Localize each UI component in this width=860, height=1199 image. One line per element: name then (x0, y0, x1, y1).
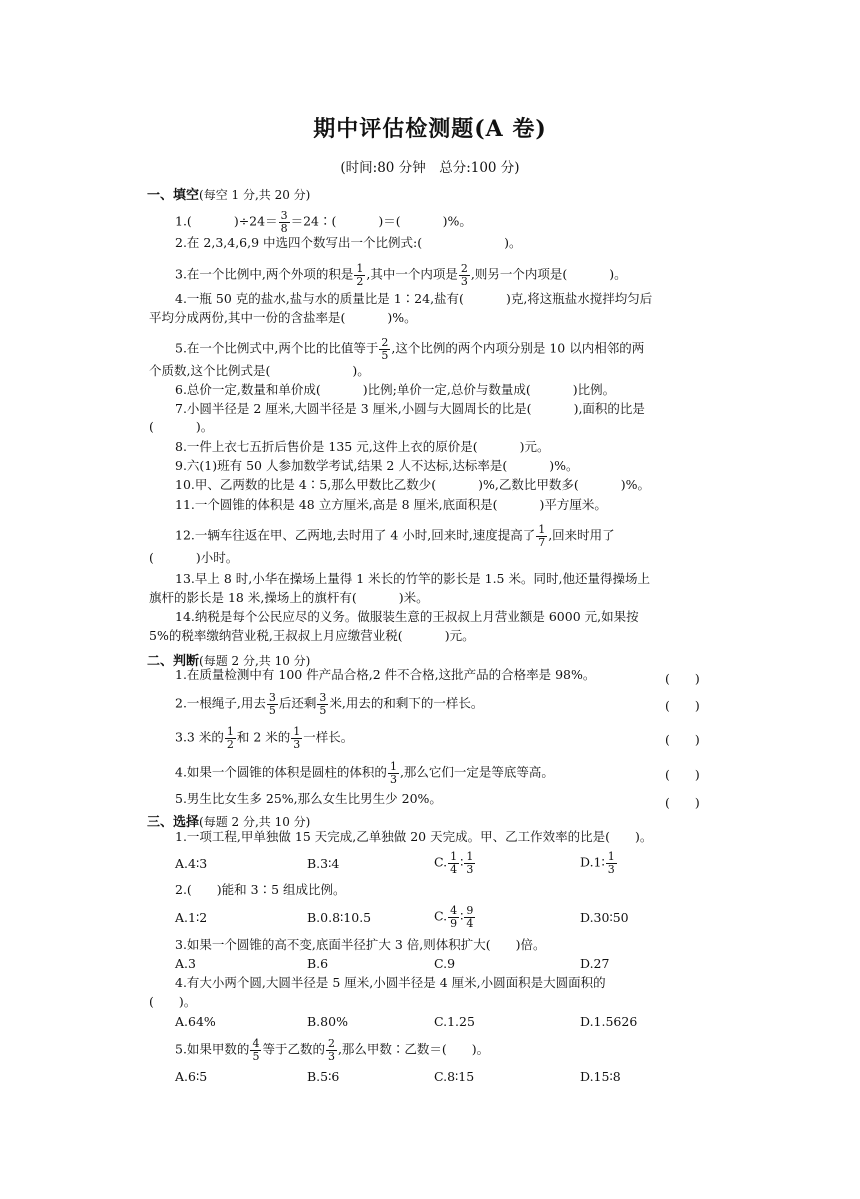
question-fill-9: 9.六(1)班有 50 人参加数学考试,结果 2 人不达标,达标率是( )%。 (175, 458, 579, 473)
section-fill-in-heading (147, 184, 310, 203)
option-d: D.27 (580, 956, 610, 971)
option-a: A.1∶2 (175, 910, 208, 925)
question-judge-4: 4.如果一个圆锥的体积是圆柱的体积的 $\frac{1}{3}$ ,那么它们一定是等底等高。 (175, 760, 554, 786)
option-a: A.64% (175, 1014, 216, 1029)
option-b: B.80% (307, 1014, 348, 1029)
question-fill-5-line1: 5.在一个比例式中,两个比的比值等于 $\frac{2}{5}$ ,这个比例的两个内项分别是 10 以内相邻的两 (175, 336, 645, 362)
question-fill-7-line1: 7.小圆半径是 2 厘米,大圆半径是 3 厘米,小圆与大圆周长的比是( ),面积的比是 (175, 401, 645, 416)
question-fill-1: 1.( )÷24＝ $\frac{3}{8}$ ＝24∶( )＝( )%。 (175, 209, 472, 235)
question-choice-1: 1.一项工程,甲单独做 15 天完成,乙单独做 20 天完成。甲、乙工作效率的比是( )。 (175, 829, 653, 844)
option-b: B.0.8∶10.5 (307, 910, 372, 925)
option-b: B.6 (307, 956, 329, 971)
section-title: 三、选择 (147, 815, 200, 830)
question-fill-12-line2: ( )小时。 (149, 550, 239, 565)
question-choice-3: 3.如果一个圆锥的高不变,底面半径扩大 3 倍,则体积扩大( )倍。 (175, 937, 546, 952)
answer-paren: ( ) (665, 795, 700, 810)
page-title: 期中评估检测题(A 卷) (313, 116, 547, 142)
option-a: A.4∶3 (175, 856, 208, 871)
question-judge-2: 2.一根绳子,用去 $\frac{3}{5}$ 后还剩 $\frac{3}{5}$ 米,用去的和剩下的一样长。 (175, 691, 484, 717)
question-fill-7-line2: ( )。 (149, 419, 214, 434)
question-fill-2: 2.在 2,3,4,6,9 中选四个数写出一个比例式:( )。 (175, 235, 522, 250)
question-choice-5: 5.如果甲数的 $\frac{4}{5}$ 等于乙数的 $\frac{2}{3}$ ,那么甲数∶乙数＝( )。 (175, 1037, 490, 1063)
question-judge-1: 1.在质量检测中有 100 件产品合格,2 件不合格,这批产品的合格率是 98%。 (175, 667, 596, 682)
option-a: A.6∶5 (175, 1069, 208, 1084)
option-d: D.15∶8 (580, 1069, 621, 1084)
answer-paren: ( ) (665, 732, 700, 747)
question-judge-3: 3.3 米的 $\frac{1}{2}$ 和 2 米的 $\frac{1}{3}$ 一样长。 (175, 725, 354, 751)
option-a: A.3 (175, 956, 196, 971)
option-c: C.1.25 (434, 1014, 475, 1029)
question-fill-14-line2: 5%的税率缴纳营业税,王叔叔上月应缴营业税( )元。 (149, 628, 475, 643)
question-fill-14-line1: 14.纳税是每个公民应尽的义务。做服装生意的王叔叔上月营业额是 6000 元,如果按 (175, 609, 639, 624)
option-c: C. $\frac{1}{4}$ ∶ $\frac{1}{3}$ (434, 850, 474, 876)
question-judge-5: 5.男生比女生多 25%,那么女生比男生少 20%。 (175, 791, 442, 806)
question-choice-2: 2.( )能和 3∶5 组成比例。 (175, 882, 346, 897)
question-choice-4-line2: ( )。 (149, 994, 197, 1009)
answer-paren: ( ) (665, 698, 700, 713)
question-fill-6: 6.总价一定,数量和单价成( )比例;单价一定,总价与数量成( )比例。 (175, 382, 616, 397)
question-fill-3: 3.在一个比例中,两个外项的积是 $\frac{1}{2}$ ,其中一个内项是 $\frac{2}{3}$ ,则另一个内项是( )。 (175, 262, 627, 288)
question-fill-13-line2: 旗杆的影长是 18 米,操场上的旗杆有( )米。 (149, 590, 429, 605)
fraction: $\frac{3}{8}$ (280, 209, 288, 235)
question-fill-11: 11.一个圆锥的体积是 48 立方厘米,高是 8 厘米,底面积是( )平方厘米。 (175, 497, 607, 512)
question-fill-12-line1: 12.一辆车往返在甲、乙两地,去时用了 4 小时,回来时,速度提高了 $\frac{1}{7}$ ,回来时用了 (175, 523, 615, 549)
question-fill-5-line2: 个质数,这个比例式是( )。 (149, 363, 370, 378)
option-d: D.1∶ $\frac{1}{3}$ (580, 850, 615, 876)
question-choice-4-line1: 4.有大小两个圆,大圆半径是 5 厘米,小圆半径是 4 厘米,小圆面积是大圆面积的 (175, 975, 606, 990)
option-c: C. $\frac{4}{9}$ ∶ $\frac{9}{4}$ (434, 904, 474, 930)
option-c: C.8∶15 (434, 1069, 475, 1084)
answer-paren: ( ) (665, 767, 700, 782)
section-scoring: (每空 1 分,共 20 分) (199, 188, 311, 202)
option-b: B.3∶4 (307, 856, 340, 871)
question-fill-10: 10.甲、乙两数的比是 4∶5,那么甲数比乙数少( )%,乙数比甲数多( )%。 (175, 477, 650, 492)
section-title: 一、填空 (147, 188, 200, 203)
section-choice-heading (147, 811, 310, 830)
option-b: B.5∶6 (307, 1069, 340, 1084)
question-fill-4-line1: 4.一瓶 50 克的盐水,盐与水的质量比是 1∶24,盐有( )克,将这瓶盐水搅拌均匀后 (175, 291, 653, 306)
question-fill-8: 8.一件上衣七五折后售价是 135 元,这件上衣的原价是( )元。 (175, 439, 550, 454)
section-title: 二、判断 (147, 654, 200, 669)
question-fill-4-line2: 平均分成两份,其中一份的含盐率是( )%。 (149, 310, 417, 325)
exam-time-score: (时间:80 分钟 总分:100 分) (340, 160, 520, 176)
answer-paren: ( ) (665, 671, 700, 686)
section-scoring: (每题 2 分,共 10 分) (199, 815, 311, 829)
section-scoring: (每题 2 分,共 10 分) (199, 654, 311, 668)
question-fill-13-line1: 13.早上 8 时,小华在操场上量得 1 米长的竹竿的影长是 1.5 米。同时,他还量得操场上 (175, 571, 650, 586)
option-c: C.9 (434, 956, 456, 971)
option-d: D.30∶50 (580, 910, 629, 925)
option-d: D.1.5626 (580, 1014, 638, 1029)
